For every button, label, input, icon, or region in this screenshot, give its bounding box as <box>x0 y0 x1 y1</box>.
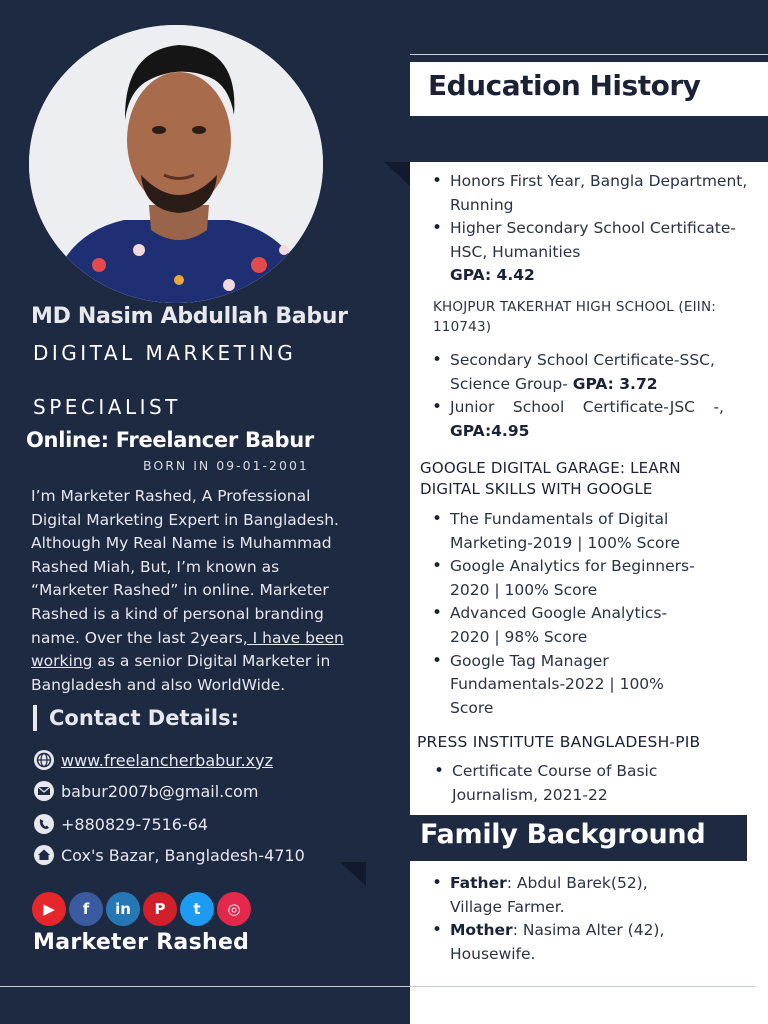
contact-title: Contact Details: <box>49 706 239 730</box>
list-item <box>430 396 724 443</box>
role-line-1: DIGITAL MARKETING <box>33 341 297 365</box>
education-title: Education History <box>428 69 701 102</box>
website-link[interactable]: www.freelancherbabur.xyz <box>61 750 273 770</box>
role-line-2: SPECIALIST <box>33 395 181 419</box>
social-icons <box>32 892 251 926</box>
family-heading-box <box>410 815 747 861</box>
contact-email-row[interactable] <box>33 780 258 802</box>
jsc-word-4: -, <box>713 398 724 417</box>
hsc-gpa: GPA: 4.42 <box>450 266 535 285</box>
contact-phone-row[interactable] <box>33 813 208 835</box>
instagram-icon[interactable]: ◎ <box>217 892 251 926</box>
list-item <box>430 217 750 288</box>
mother-value: : Nasima Alter (42), Housewife. <box>450 921 665 963</box>
pib-heading: PRESS INSTITUTE BANGLADESH-PIB <box>417 733 701 751</box>
list-item <box>430 349 724 396</box>
family-title: Family Background <box>420 819 706 850</box>
pib-course: Certificate Course of Basic Journalism, 2021-22 <box>452 762 658 804</box>
father-value: : Abdul Barek(52), Village Farmer. <box>450 874 648 916</box>
hsc-text: Higher Secondary School Certificate-HSC, Humanities <box>450 219 736 261</box>
contact-website-row[interactable] <box>33 749 273 771</box>
google-course-item: • The Fundamentals of Digital Marketing-2019 | 100% Score <box>430 508 700 555</box>
phone-text[interactable]: +880829-7516-64 <box>61 814 209 834</box>
pib-list <box>432 760 682 807</box>
jsc-word-3: Certificate-JSC <box>582 398 695 417</box>
twitter-icon[interactable]: t <box>180 892 214 926</box>
globe-icon <box>33 749 55 771</box>
person-name: MD Nasim Abdullah Babur <box>31 304 348 329</box>
bio-paragraph <box>31 485 361 697</box>
education-list-2 <box>430 349 724 443</box>
contact-address-row <box>33 844 305 866</box>
list-item <box>430 872 670 919</box>
address-text: Cox's Bazar, Bangladesh-4710 <box>61 845 305 865</box>
pinterest-icon[interactable]: P <box>143 892 177 926</box>
linkedin-icon[interactable]: in <box>106 892 140 926</box>
list-item <box>430 170 750 217</box>
brand-name: Marketer Rashed <box>33 930 250 955</box>
google-course-item: • Google Tag Manager Fundamentals-2022 | 100% Score <box>430 650 700 721</box>
family-list <box>430 872 670 966</box>
google-heading: GOOGLE DIGITAL GARAGE: LEARN DIGITAL SKILLS WITH GOOGLE <box>420 459 681 498</box>
jsc-word-2: School <box>512 398 565 417</box>
bio-text-2: as a senior Digital Marketer in Bangladesh and also WorldWide. <box>31 652 331 694</box>
profile-photo <box>29 25 323 303</box>
bio-text-1: I’m Marketer Rashed, A Professional Digital Marketing Expert in Bangladesh. Although My Real Name is Muhammad Rashed Miah, But, I’m known as “Marketer Rashed” in online. Marketer Rashed is a kind of personal branding name. Over the last 2years <box>31 487 339 647</box>
youtube-icon[interactable]: ▶ <box>32 892 66 926</box>
online-handle <box>26 428 314 452</box>
bottom-rule <box>0 986 410 987</box>
school-name: KHOJPUR TAKERHAT HIGH SCHOOL (EIIN: 110743) <box>433 299 717 335</box>
ssc-text: Secondary School Certificate-SSC, Science Group- <box>450 351 715 393</box>
heading-bar <box>33 705 37 731</box>
corner-fold-top <box>384 162 410 186</box>
online-value: Freelancer Babur <box>115 428 314 452</box>
birth-date: BORN IN 09-01-2001 <box>143 458 309 473</box>
honors-text: Honors First Year, Bangla Department, Running <box>450 172 748 214</box>
top-rule <box>410 54 768 55</box>
portrait-illustration <box>29 25 323 303</box>
contact-heading <box>33 705 239 731</box>
ssc-gpa: GPA: 3.72 <box>572 374 658 393</box>
list-item <box>432 760 682 807</box>
bio-underlined: , I have been working <box>31 628 344 671</box>
list-item <box>430 919 670 966</box>
google-course-item: • Advanced Google Analytics-2020 | 98% Score <box>430 602 700 649</box>
jsc-gpa: GPA:4.95 <box>450 421 530 440</box>
bottom-rule-right <box>410 986 756 987</box>
phone-icon <box>33 813 55 835</box>
email-text[interactable]: babur2007b@gmail.com <box>61 781 259 801</box>
jsc-word-1: • Junior <box>450 398 495 417</box>
father-label: Father <box>450 874 507 892</box>
google-course-item: • Google Analytics for Beginners-2020 | 100% Score <box>430 555 700 602</box>
email-icon <box>33 780 55 802</box>
education-heading-box <box>410 62 768 116</box>
online-label: Online: <box>26 428 109 452</box>
facebook-icon[interactable]: f <box>69 892 103 926</box>
google-course-list <box>430 508 700 720</box>
corner-fold-bottom <box>340 862 366 886</box>
education-list-1 <box>430 170 750 288</box>
jsc-line <box>450 396 724 420</box>
home-icon <box>33 844 55 866</box>
mother-label: Mother <box>450 921 513 940</box>
